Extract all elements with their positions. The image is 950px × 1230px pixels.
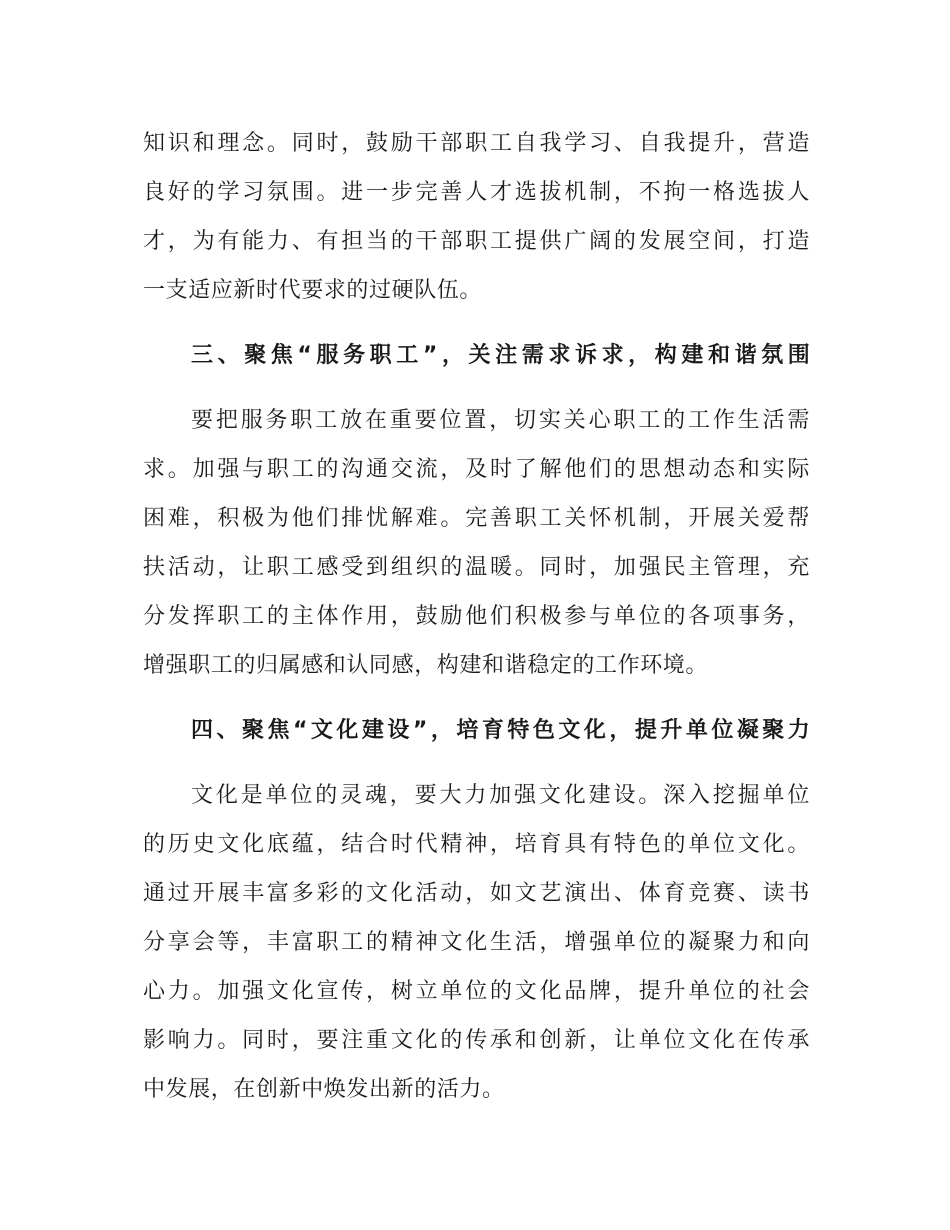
paragraph-line: 才，为有能力、有担当的干部职工提供广阔的发展空间，打造 [143,229,810,254]
paragraph-line: 影响力。同时，要注重文化的传承和创新，让单位文化在传承 [143,1028,810,1053]
paragraph-line: 知识和理念。同时，鼓励干部职工自我学习、自我提升，营造 [143,131,810,156]
section-heading-4: 四、聚焦“文化建设”，培育特色文化，提升单位凝聚力 [191,718,810,743]
paragraph-line: 一支适应新时代要求的过硬队伍。 [143,278,483,303]
paragraph-line: 分享会等，丰富职工的精神文化生活，增强单位的凝聚力和向 [143,930,810,955]
paragraph-line: 分发挥职工的主体作用，鼓励他们积极参与单位的各项事务， [143,604,810,629]
paragraph-line: 心力。加强文化宣传，树立单位的文化品牌，提升单位的社会 [143,979,810,1004]
paragraph-line: 增强职工的归属感和认同感，构建和谐稳定的工作环境。 [143,653,709,678]
paragraph-line: 的历史文化底蕴，结合时代精神，培育具有特色的单位文化。 [143,832,810,857]
section-heading-3: 三、聚焦“服务职工”，关注需求诉求，构建和谐氛围 [191,343,810,368]
paragraph-line: 困难，积极为他们排忧解难。完善职工关怀机制，开展关爱帮 [143,506,810,531]
paragraph-line: 要把服务职工放在重要位置，切实关心职工的工作生活需 [191,408,810,433]
paragraph-line: 求。加强与职工的沟通交流，及时了解他们的思想动态和实际 [143,457,810,482]
paragraph-line: 通过开展丰富多彩的文化活动，如文艺演出、体育竞赛、读书 [143,881,810,906]
paragraph-line: 中发展，在创新中焕发出新的活力。 [143,1077,505,1102]
paragraph-line: 文化是单位的灵魂，要大力加强文化建设。深入挖掘单位 [191,783,810,808]
paragraph-line: 良好的学习氛围。进一步完善人才选拔机制，不拘一格选拔人 [143,180,810,205]
paragraph-line: 扶活动，让职工感受到组织的温暖。同时，加强民主管理，充 [143,555,810,580]
